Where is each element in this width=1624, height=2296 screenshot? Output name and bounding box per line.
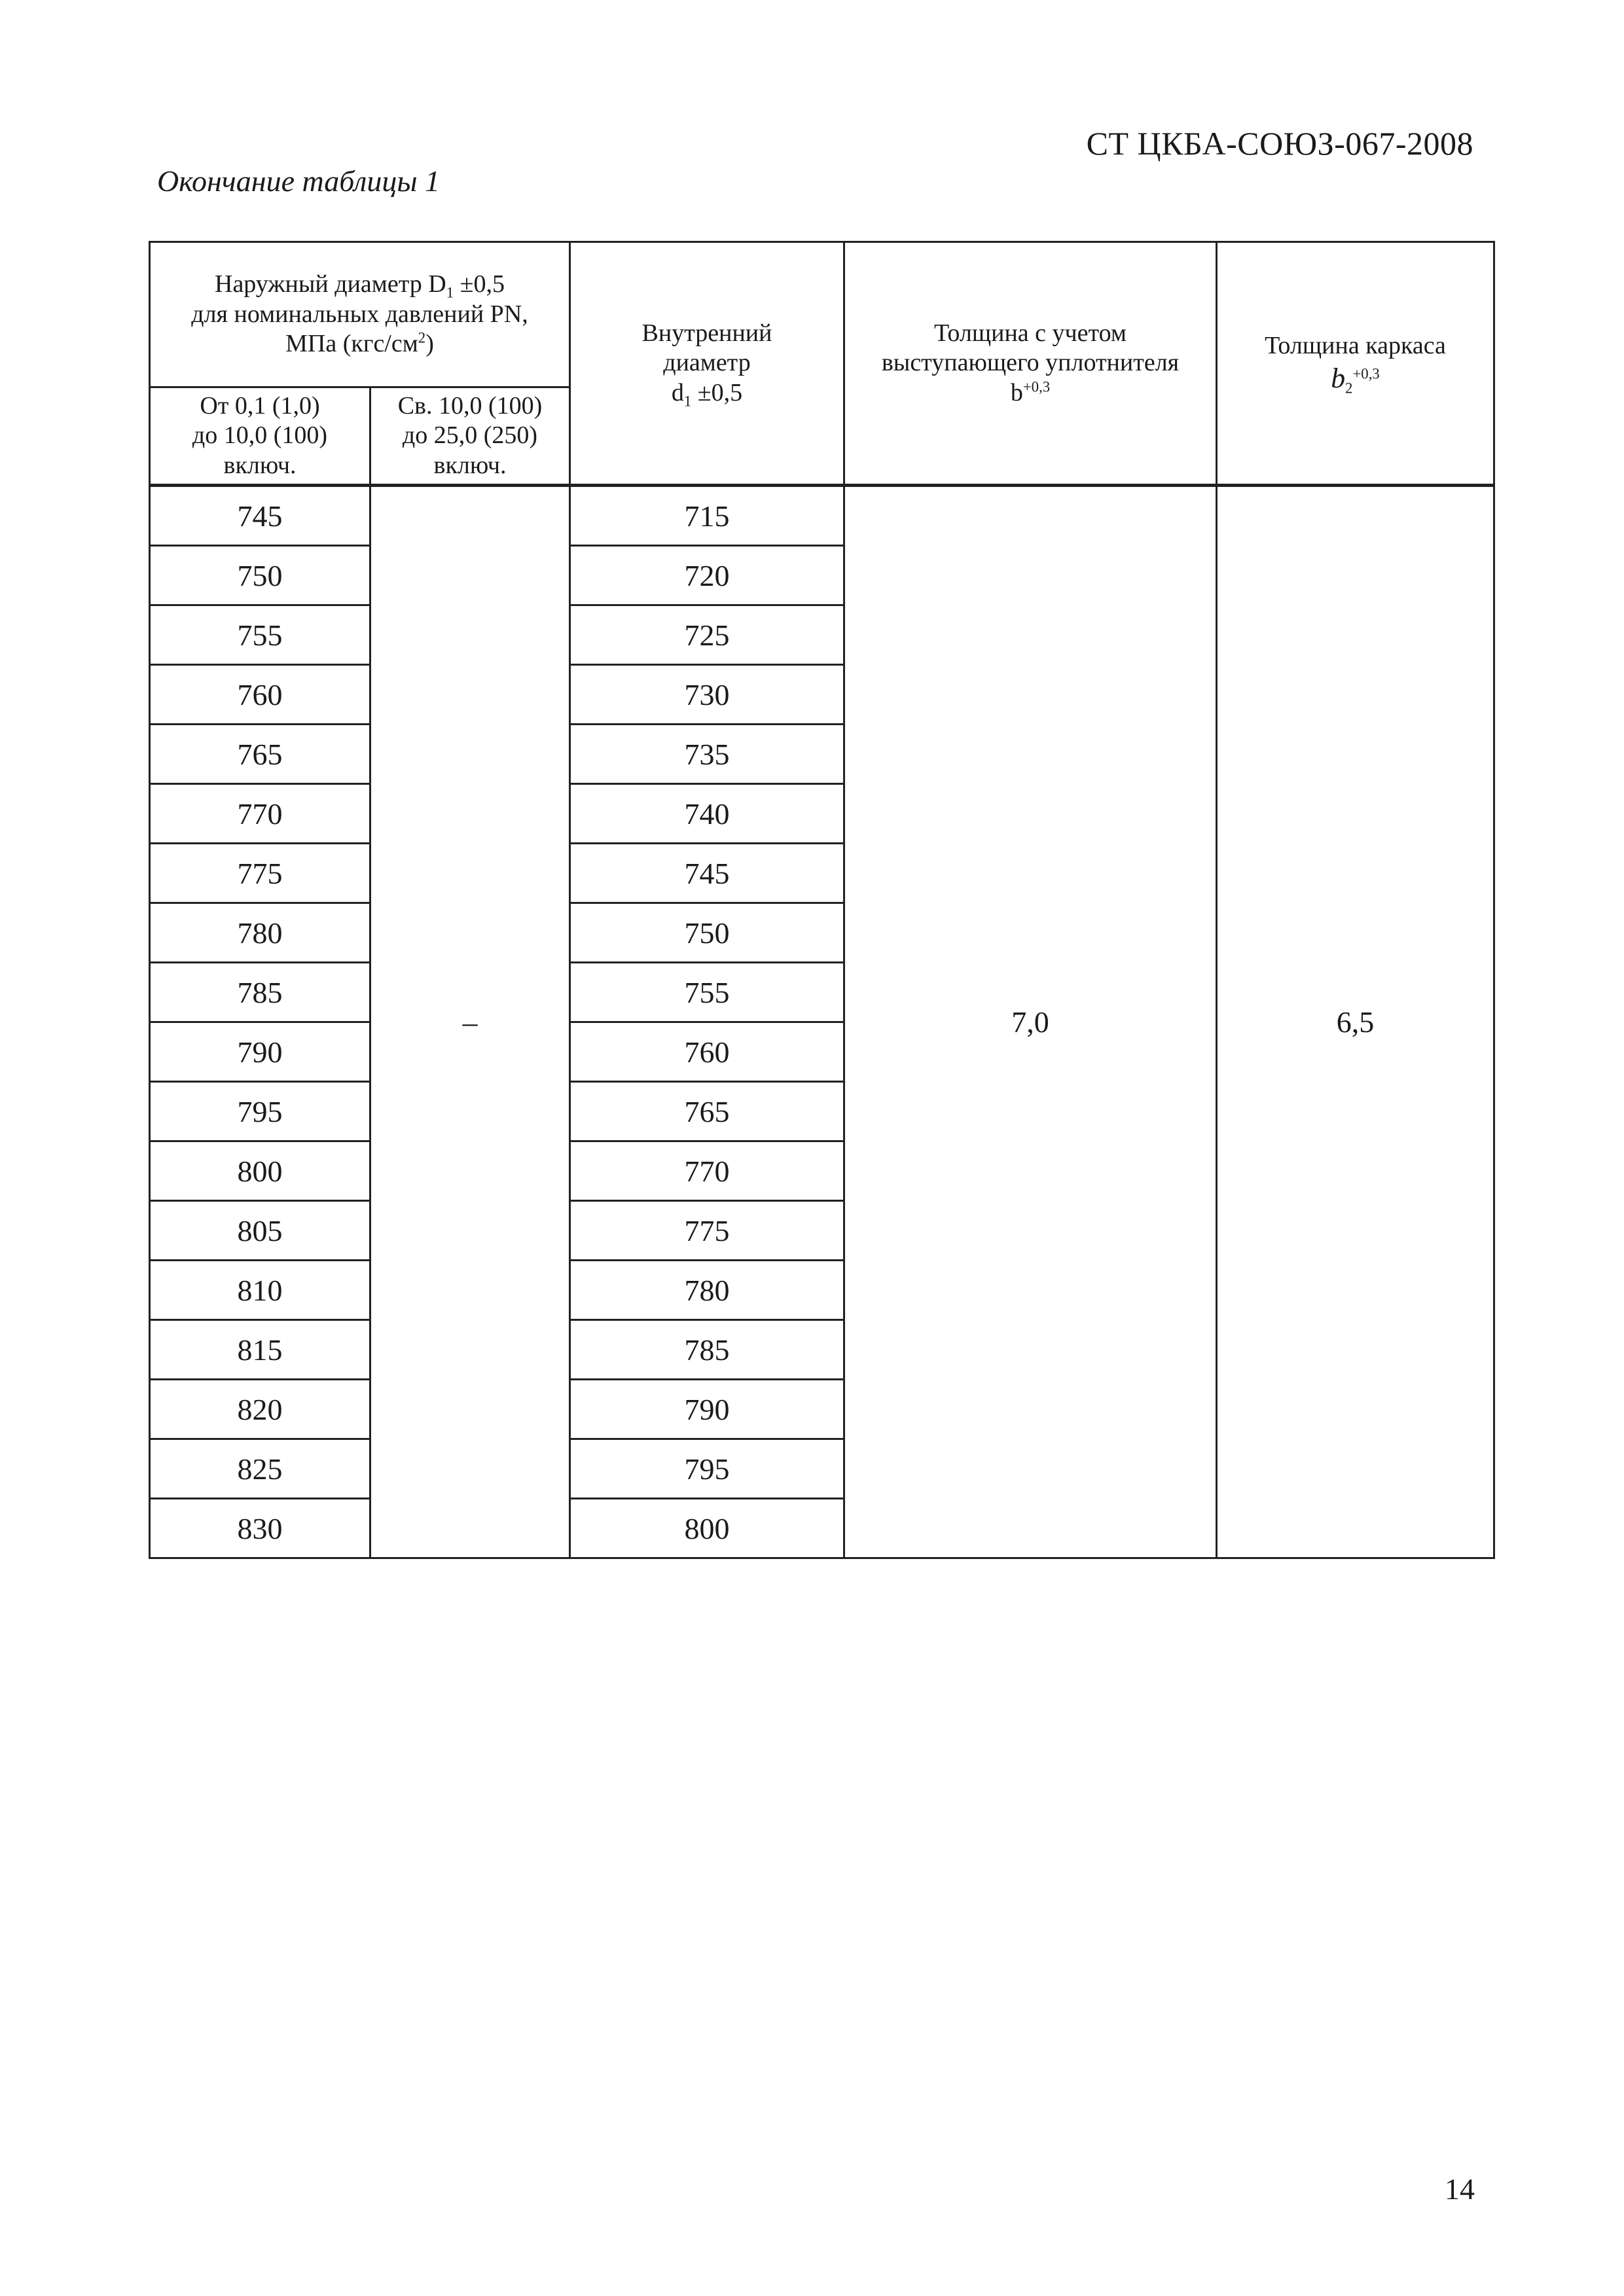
outer-diameter-low-cell: 765 <box>150 725 370 784</box>
outer-diameter-low-cell: 775 <box>150 844 370 903</box>
outer-diameter-low-cell: 800 <box>150 1141 370 1201</box>
outer-diameter-low-cell: 810 <box>150 1261 370 1320</box>
frame-thickness-cell: 6,5 <box>1217 486 1494 1558</box>
inner-diameter-cell: 720 <box>570 546 844 605</box>
inner-diameter-cell: 785 <box>570 1320 844 1380</box>
inner-diameter-cell: 735 <box>570 725 844 784</box>
table-caption: Окончание таблицы 1 <box>157 164 440 198</box>
outer-diameter-low-cell: 820 <box>150 1380 370 1439</box>
inner-diameter-cell: 750 <box>570 903 844 963</box>
outer-diameter-low-cell: 745 <box>150 486 370 546</box>
outer-diameter-low-cell: 750 <box>150 546 370 605</box>
inner-diameter-header: Внутренний диаметр $d_1 \pm 0,5$ <box>570 242 844 486</box>
outer-diameter-low-cell: 755 <box>150 605 370 665</box>
outer-diameter-low-cell: 760 <box>150 665 370 725</box>
thickness-cell: 7,0 <box>844 486 1217 1558</box>
inner-diameter-cell: 795 <box>570 1439 844 1499</box>
outer-diameter-low-cell: 825 <box>150 1439 370 1499</box>
inner-diameter-cell: 760 <box>570 1022 844 1082</box>
outer-diameter-low-cell: 805 <box>150 1201 370 1261</box>
inner-diameter-cell: 790 <box>570 1380 844 1439</box>
outer-diameter-low-cell: 790 <box>150 1022 370 1082</box>
thickness-header: Толщина с учетом выступающего уплотнителя $b^{+0,3}$ <box>844 242 1217 486</box>
document-code: СТ ЦКБА-СОЮЗ-067-2008 <box>1086 125 1473 162</box>
outer-diameter-low-cell: 830 <box>150 1499 370 1558</box>
inner-diameter-cell: 715 <box>570 486 844 546</box>
outer-diameter-low-cell: 785 <box>150 963 370 1022</box>
pressure-range-low-header: От 0,1 (1,0) до 10,0 (100) включ. <box>150 387 370 486</box>
inner-diameter-cell: 765 <box>570 1082 844 1141</box>
inner-diameter-cell: 770 <box>570 1141 844 1201</box>
inner-diameter-cell: 725 <box>570 605 844 665</box>
frame-thickness-header: Толщина каркаса $b_2^{+0,3}$ <box>1217 242 1494 486</box>
page-number: 14 <box>1445 2172 1475 2206</box>
inner-diameter-cell: 780 <box>570 1261 844 1320</box>
spec-table <box>149 241 1495 1559</box>
outer-diameter-high-cell: – <box>370 486 570 1558</box>
inner-diameter-cell: 800 <box>570 1499 844 1558</box>
outer-diameter-low-cell: 780 <box>150 903 370 963</box>
inner-diameter-cell: 730 <box>570 665 844 725</box>
outer-diameter-low-cell: 770 <box>150 784 370 844</box>
pressure-range-high-header: Св. 10,0 (100) до 25,0 (250) включ. <box>370 387 570 486</box>
inner-diameter-cell: 740 <box>570 784 844 844</box>
inner-diameter-cell: 755 <box>570 963 844 1022</box>
outer-diameter-low-cell: 815 <box>150 1320 370 1380</box>
outer-diameter-low-cell: 795 <box>150 1082 370 1141</box>
inner-diameter-cell: 745 <box>570 844 844 903</box>
inner-diameter-cell: 775 <box>570 1201 844 1261</box>
table-row <box>150 486 1494 546</box>
outer-diameter-header: Наружный диаметр $D_1 \pm 0,5$ для номинальных давлений PN, МПа $(кгс/см^2)$ <box>150 242 570 387</box>
